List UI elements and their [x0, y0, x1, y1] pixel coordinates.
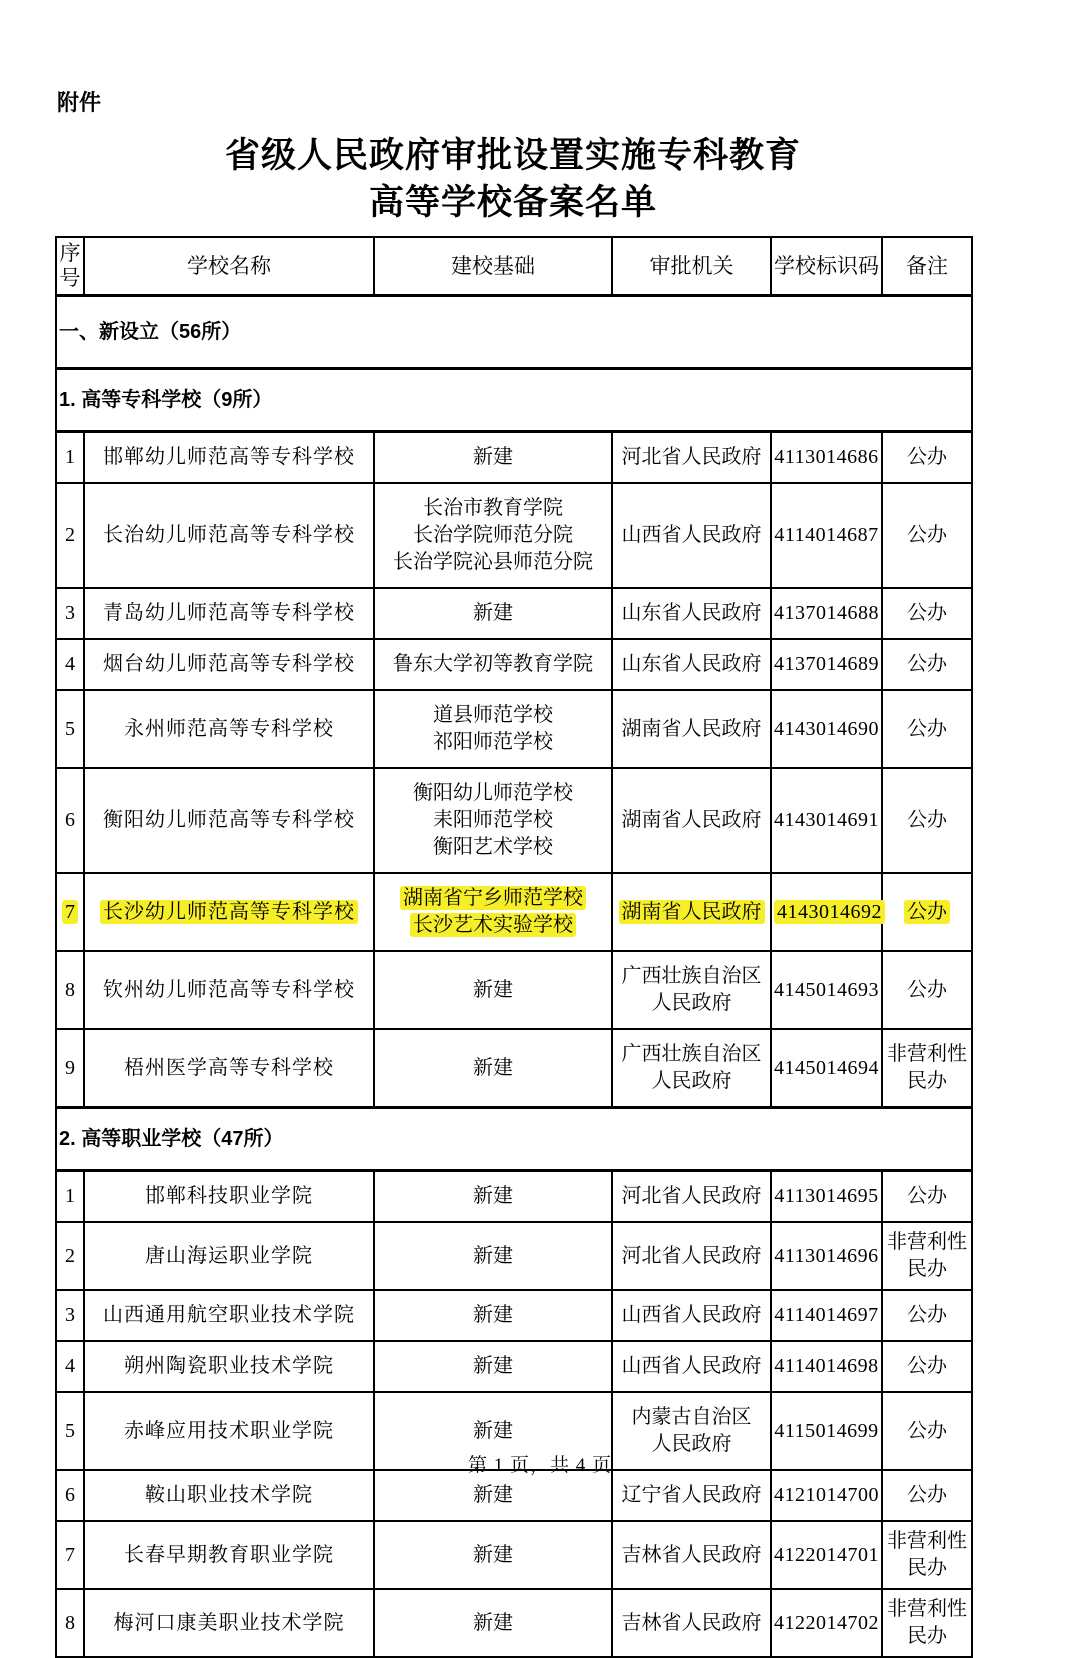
- cell-school-code: [771, 432, 882, 484]
- cell-text: 邯郸科技职业学院: [145, 1185, 313, 1207]
- cell-school-code: [771, 1290, 882, 1341]
- cell-text: 6: [65, 1484, 75, 1506]
- cell-text: 公办: [907, 602, 947, 624]
- cell-school-code: [771, 588, 882, 639]
- cell-text: 4143014690: [774, 717, 879, 740]
- cell-text: 河北省人民政府: [621, 446, 762, 468]
- cell-text: 湖南省宁乡师范学校: [400, 886, 586, 910]
- cell-remarks: [882, 951, 972, 1029]
- cell-founding-basis: [374, 1029, 612, 1108]
- cell-text: 公办: [907, 524, 947, 546]
- cell-text: 广西壮族自治区: [621, 1043, 762, 1065]
- cell-text: 长春早期教育职业学院: [124, 1543, 334, 1566]
- cell-text: 烟台幼儿师范高等专科学校: [103, 653, 355, 675]
- cell-serial: [56, 1290, 84, 1341]
- cell-serial: [56, 588, 84, 639]
- cell-founding-basis: [374, 432, 612, 484]
- cell-remarks: [882, 873, 972, 951]
- cell-text: 吉林省人民政府: [621, 1611, 762, 1634]
- subsection-row: [56, 369, 972, 432]
- table-row: [56, 1521, 972, 1589]
- cell-serial: [56, 951, 84, 1029]
- cell-school-name: [84, 1521, 374, 1589]
- cell-serial: [56, 1589, 84, 1657]
- cell-text: 长治幼儿师范高等专科学校: [103, 524, 355, 546]
- cell-school-name: [84, 690, 374, 768]
- cell-text: 长治学院师范分院: [413, 524, 573, 546]
- cell-text: 长沙幼儿师范高等专科学校: [100, 900, 358, 924]
- cell-serial: [56, 1521, 84, 1589]
- cell-text: 长治市教育学院: [423, 497, 563, 519]
- cell-text: 7: [62, 900, 78, 924]
- cell-school-name: [84, 1222, 374, 1290]
- cell-text: 公办: [907, 1419, 947, 1442]
- cell-text: 新建: [473, 1611, 513, 1634]
- cell-serial: [56, 768, 84, 873]
- cell-text: 6: [65, 809, 75, 831]
- cell-text: 8: [65, 978, 75, 1001]
- cell-school-name: [84, 432, 374, 484]
- cell-text: 人民政府: [651, 992, 732, 1014]
- cell-school-code: [771, 1470, 882, 1521]
- cell-text: 山西省人民政府: [621, 1355, 762, 1377]
- cell-text: 山东省人民政府: [621, 653, 762, 675]
- cell-serial: [56, 873, 84, 951]
- cell-text: 4114014698: [774, 1355, 879, 1377]
- cell-text: 1: [65, 446, 75, 468]
- cell-text: 5: [65, 717, 75, 740]
- cell-school-code: [771, 951, 882, 1029]
- cell-text: 新建: [473, 1244, 513, 1267]
- column-header-serial: 序号: [56, 237, 84, 296]
- cell-text: 民办: [907, 1070, 947, 1092]
- cell-text: 河北省人民政府: [621, 1185, 762, 1207]
- cell-text: 4122014702: [774, 1611, 879, 1634]
- cell-text: 道县师范学校: [433, 704, 553, 726]
- cell-text: 湖南省人民政府: [621, 717, 762, 740]
- page-title: [55, 132, 971, 226]
- cell-text: 1: [65, 1185, 75, 1207]
- cell-school-code: [771, 690, 882, 768]
- cell-text: 新建: [473, 602, 513, 624]
- cell-text: 新建: [473, 1419, 513, 1442]
- table-row: [56, 1470, 972, 1521]
- cell-text: 山西省人民政府: [621, 524, 762, 546]
- table-row: [56, 483, 972, 588]
- cell-text: 祁阳师范学校: [433, 731, 553, 753]
- cell-founding-basis: [374, 690, 612, 768]
- cell-founding-basis: [374, 639, 612, 690]
- cell-school-name: [84, 1341, 374, 1392]
- cell-approval-authority: [612, 873, 771, 951]
- column-header-founding-basis: 建校基础: [374, 237, 612, 296]
- cell-founding-basis: [374, 951, 612, 1029]
- cell-text: 4: [65, 653, 75, 675]
- cell-text: 鲁东大学初等教育学院: [393, 653, 593, 675]
- cell-school-name: [84, 588, 374, 639]
- cell-text: 公办: [907, 1355, 947, 1377]
- cell-school-name: [84, 873, 374, 951]
- cell-text: 4121014700: [774, 1484, 879, 1506]
- cell-text: 唐山海运职业学院: [145, 1244, 313, 1267]
- cell-text: 长沙艺术实验学校: [410, 913, 576, 937]
- cell-text: 新建: [473, 1304, 513, 1326]
- cell-founding-basis: [374, 1222, 612, 1290]
- cell-text: 衡阳幼儿师范高等专科学校: [103, 809, 355, 831]
- cell-text: 赤峰应用技术职业学院: [124, 1419, 334, 1442]
- cell-text: 公办: [907, 809, 947, 831]
- cell-text: 公办: [904, 900, 950, 924]
- cell-school-name: [84, 1589, 374, 1657]
- cell-approval-authority: [612, 432, 771, 484]
- cell-remarks: [882, 1029, 972, 1108]
- table-header-row: [56, 237, 972, 296]
- cell-text: 山西通用航空职业技术学院: [103, 1304, 355, 1326]
- cell-text: 公办: [907, 446, 947, 468]
- cell-remarks: [882, 1470, 972, 1521]
- cell-text: 人民政府: [651, 1433, 732, 1455]
- cell-text: 山东省人民政府: [621, 602, 762, 624]
- column-header-approval-authority: 审批机关: [612, 237, 771, 296]
- cell-approval-authority: [612, 483, 771, 588]
- cell-approval-authority: [612, 1290, 771, 1341]
- cell-founding-basis: [374, 1521, 612, 1589]
- cell-founding-basis: [374, 768, 612, 873]
- cell-text: 人民政府: [651, 1070, 732, 1092]
- cell-school-name: [84, 768, 374, 873]
- cell-text: 非营利性: [887, 1231, 967, 1253]
- cell-school-code: [771, 1222, 882, 1290]
- section-row: [56, 296, 972, 369]
- cell-text: 非营利性: [887, 1598, 967, 1620]
- cell-text: 山西省人民政府: [621, 1304, 762, 1326]
- cell-text: 辽宁省人民政府: [621, 1484, 762, 1506]
- cell-school-code: [771, 1521, 882, 1589]
- cell-text: 新建: [473, 1543, 513, 1566]
- cell-serial: [56, 1470, 84, 1521]
- cell-school-code: [771, 873, 882, 951]
- cell-school-name: [84, 639, 374, 690]
- cell-remarks: [882, 1171, 972, 1223]
- cell-approval-authority: [612, 951, 771, 1029]
- record-table: [55, 236, 973, 1658]
- cell-text: 衡阳幼儿师范学校: [413, 782, 573, 804]
- cell-text: 公办: [907, 717, 947, 740]
- table-row: [56, 1341, 972, 1392]
- cell-text: 民办: [907, 1557, 947, 1579]
- cell-text: 4122014701: [774, 1543, 879, 1566]
- cell-text: 民办: [907, 1258, 947, 1280]
- cell-text: 梧州医学高等专科学校: [124, 1056, 334, 1079]
- cell-approval-authority: [612, 1341, 771, 1392]
- cell-remarks: [882, 588, 972, 639]
- cell-remarks: [882, 432, 972, 484]
- cell-text: 朔州陶瓷职业技术学院: [124, 1355, 334, 1377]
- cell-founding-basis: [374, 1341, 612, 1392]
- cell-text: 4137014689: [774, 653, 879, 675]
- cell-text: 4143014691: [774, 809, 879, 831]
- cell-text: 4113014696: [774, 1244, 879, 1267]
- cell-text: 民办: [907, 1625, 947, 1647]
- cell-text: 公办: [907, 978, 947, 1001]
- cell-text: 永州师范高等专科学校: [124, 717, 334, 740]
- cell-text: 青岛幼儿师范高等专科学校: [103, 602, 355, 624]
- cell-approval-authority: [612, 768, 771, 873]
- table-row: [56, 1222, 972, 1290]
- cell-founding-basis: [374, 1171, 612, 1223]
- subsection-title: 2. 高等职业学校（47所）: [56, 1108, 972, 1171]
- cell-text: 梅河口康美职业技术学院: [113, 1611, 345, 1634]
- section-title: 一、新设立（56所）: [56, 296, 972, 369]
- cell-school-name: [84, 1290, 374, 1341]
- cell-approval-authority: [612, 1521, 771, 1589]
- cell-school-code: [771, 1589, 882, 1657]
- cell-text: 4: [65, 1355, 75, 1377]
- cell-text: 湖南省人民政府: [621, 809, 762, 831]
- cell-text: 鞍山职业技术学院: [145, 1484, 313, 1506]
- cell-text: 4115014699: [774, 1419, 879, 1442]
- cell-serial: [56, 690, 84, 768]
- cell-text: 河北省人民政府: [621, 1244, 762, 1267]
- column-header-school-name: 学校名称: [84, 237, 374, 296]
- cell-text: 邯郸幼儿师范高等专科学校: [103, 446, 355, 468]
- column-header-school-code: 学校标识码: [771, 237, 882, 296]
- cell-text: 8: [65, 1611, 75, 1634]
- attachment-label: 附件: [57, 90, 102, 115]
- cell-school-code: [771, 1171, 882, 1223]
- cell-text: 新建: [473, 446, 513, 468]
- table-row: [56, 432, 972, 484]
- cell-text: 2: [65, 1244, 75, 1267]
- cell-text: 新建: [473, 1185, 513, 1207]
- column-header-remarks: 备注: [882, 237, 972, 296]
- table-row: [56, 639, 972, 690]
- cell-approval-authority: [612, 690, 771, 768]
- cell-approval-authority: [612, 639, 771, 690]
- table-row: [56, 951, 972, 1029]
- cell-text: 新建: [473, 978, 513, 1001]
- cell-text: 5: [65, 1419, 75, 1442]
- cell-text: 新建: [473, 1484, 513, 1506]
- cell-approval-authority: [612, 1589, 771, 1657]
- cell-remarks: [882, 1222, 972, 1290]
- cell-text: 衡阳艺术学校: [433, 836, 553, 858]
- cell-serial: [56, 1341, 84, 1392]
- cell-remarks: [882, 1290, 972, 1341]
- cell-approval-authority: [612, 588, 771, 639]
- cell-text: 耒阳师范学校: [433, 809, 553, 831]
- page-number: 第 1 页，共 4 页: [467, 1455, 612, 1476]
- cell-text: 2: [65, 524, 75, 546]
- subsection-title: 1. 高等专科学校（9所）: [56, 369, 972, 432]
- cell-approval-authority: [612, 1470, 771, 1521]
- cell-text: 4114014687: [774, 524, 879, 546]
- cell-text: 吉林省人民政府: [621, 1543, 762, 1566]
- cell-serial: [56, 483, 84, 588]
- cell-text: 4143014692: [774, 900, 885, 924]
- cell-text: 湖南省人民政府: [619, 900, 765, 924]
- cell-approval-authority: [612, 1171, 771, 1223]
- cell-text: 4145014694: [774, 1056, 879, 1079]
- cell-text: 非营利性: [887, 1043, 967, 1065]
- table-row: [56, 873, 972, 951]
- page-title-line1: 省级人民政府审批设置实施专科教育: [224, 136, 801, 175]
- table-row: [56, 1171, 972, 1223]
- cell-remarks: [882, 639, 972, 690]
- cell-remarks: [882, 768, 972, 873]
- cell-serial: [56, 432, 84, 484]
- table-row: [56, 1029, 972, 1108]
- table-row: [56, 1589, 972, 1657]
- cell-remarks: [882, 1521, 972, 1589]
- subsection-row: [56, 1108, 972, 1171]
- cell-remarks: [882, 1341, 972, 1392]
- cell-serial: [56, 1171, 84, 1223]
- cell-remarks: [882, 483, 972, 588]
- cell-text: 公办: [907, 1185, 947, 1207]
- cell-founding-basis: [374, 588, 612, 639]
- cell-school-code: [771, 1341, 882, 1392]
- cell-founding-basis: [374, 873, 612, 951]
- cell-text: 4114014697: [774, 1304, 879, 1326]
- cell-text: 公办: [907, 1304, 947, 1326]
- cell-text: 4113014695: [774, 1185, 879, 1207]
- cell-text: 4113014686: [774, 446, 879, 468]
- cell-founding-basis: [374, 1290, 612, 1341]
- cell-school-name: [84, 1029, 374, 1108]
- cell-serial: [56, 1222, 84, 1290]
- cell-school-name: [84, 483, 374, 588]
- table-row: [56, 690, 972, 768]
- cell-text: 9: [65, 1056, 75, 1079]
- cell-serial: [56, 1029, 84, 1108]
- cell-text: 钦州幼儿师范高等专科学校: [103, 978, 355, 1001]
- cell-school-code: [771, 768, 882, 873]
- cell-founding-basis: [374, 1470, 612, 1521]
- cell-school-name: [84, 1470, 374, 1521]
- cell-text: 内蒙古自治区: [631, 1406, 752, 1428]
- table-row: [56, 768, 972, 873]
- cell-text: 新建: [473, 1355, 513, 1377]
- cell-founding-basis: [374, 1589, 612, 1657]
- cell-text: 4137014688: [774, 602, 879, 624]
- cell-text: 3: [65, 1304, 75, 1326]
- page-title-line2: 高等学校备案名单: [368, 183, 657, 222]
- cell-approval-authority: [612, 1029, 771, 1108]
- cell-school-code: [771, 639, 882, 690]
- cell-text: 广西壮族自治区: [621, 965, 762, 987]
- cell-remarks: [882, 690, 972, 768]
- cell-text: 非营利性: [887, 1530, 967, 1552]
- cell-text: 新建: [473, 1056, 513, 1079]
- cell-school-name: [84, 1171, 374, 1223]
- cell-text: 7: [65, 1543, 75, 1566]
- cell-school-code: [771, 483, 882, 588]
- cell-founding-basis: [374, 483, 612, 588]
- cell-text: 4145014693: [774, 978, 879, 1001]
- cell-school-code: [771, 1029, 882, 1108]
- cell-remarks: [882, 1589, 972, 1657]
- cell-text: 公办: [907, 1484, 947, 1506]
- cell-text: 长治学院沁县师范分院: [393, 551, 593, 573]
- table-row: [56, 588, 972, 639]
- cell-school-name: [84, 951, 374, 1029]
- cell-text: 3: [65, 602, 75, 624]
- table-row: [56, 1290, 972, 1341]
- cell-approval-authority: [612, 1222, 771, 1290]
- cell-text: 公办: [907, 653, 947, 675]
- cell-serial: [56, 639, 84, 690]
